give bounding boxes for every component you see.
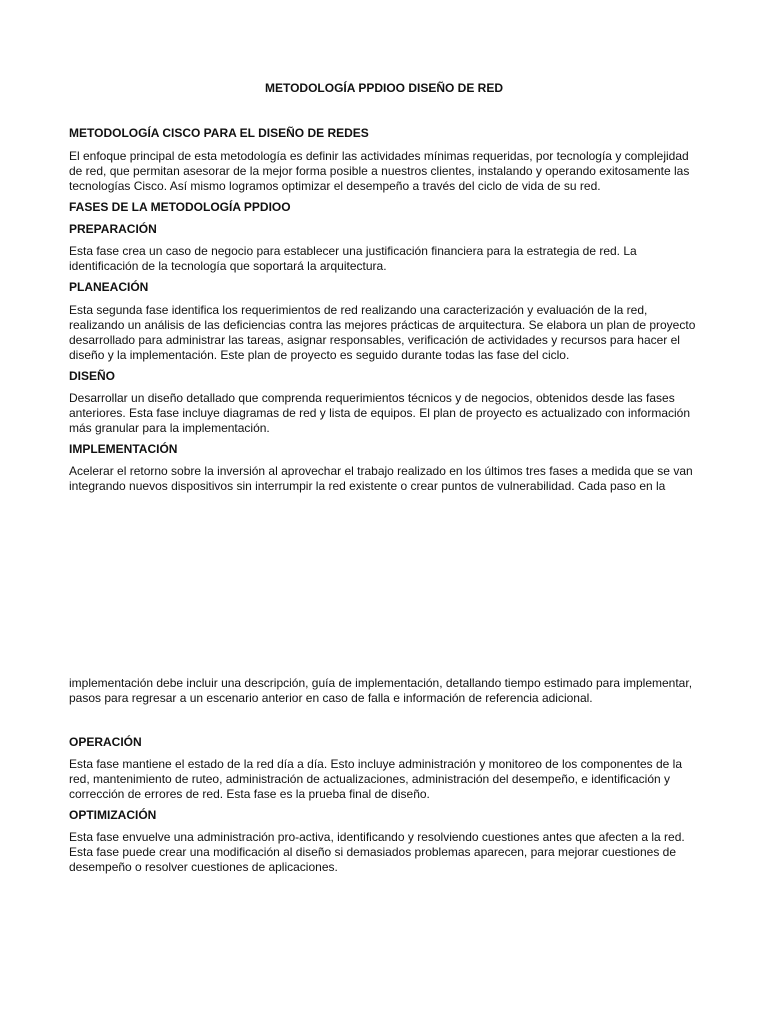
section-heading: OPERACIÓN — [69, 735, 142, 749]
section-heading: METODOLOGÍA CISCO PARA EL DISEÑO DE REDES — [69, 126, 369, 140]
section-body-operacion — [69, 757, 701, 802]
section-heading-planeacion — [69, 280, 701, 294]
section-body-implementacion-continued — [69, 676, 701, 706]
section-body-diseno — [69, 391, 701, 436]
section-heading-metodologia-cisco — [69, 126, 701, 140]
section-heading-fases — [69, 200, 701, 214]
document-title: METODOLOGÍA PPDIOO DISEÑO DE RED — [264, 81, 504, 95]
paragraph: Esta fase crea un caso de negocio para establecer una justificación financiera para la estrategia de red. La identificación de la tecnología que soportará la arquitectura. — [69, 244, 637, 273]
paragraph: implementación debe incluir una descripción, guía de implementación, detallando tiempo estimado para implementar, pasos para regresar a un escenario anterior en caso de falla e información de referencia adicional. — [69, 676, 693, 705]
section-heading: FASES DE LA METODOLOGÍA PPDIOO — [69, 200, 291, 214]
paragraph: El enfoque principal de esta metodología es definir las actividades mínimas requeridas, por tecnología y complejidad de red, que permitan asesorar de la mejor forma posible a nuestros clientes, instalando y operando exitosamente las tecnologías Cisco. Así mismo logramos optimizar el desempeño a través del ciclo de vida de su red. — [69, 149, 690, 193]
section-heading-optimizacion — [69, 808, 701, 822]
section-heading-diseno — [69, 369, 701, 383]
section-heading: OPTIMIZACIÓN — [69, 808, 157, 822]
paragraph: Esta fase envuelve una administración pro-activa, identificando y resolviendo cuestiones antes que afecten a la red. Esta fase puede crear una modificación al diseño si demasiados problemas aparecen, para mejorar cuestiones de desempeño o resolver cuestiones de aplicaciones. — [69, 830, 685, 874]
section-heading: DISEÑO — [69, 369, 116, 383]
section-heading-implementacion — [69, 442, 701, 456]
paragraph: Acelerar el retorno sobre la inversión al aprovechar el trabajo realizado en los últimos tres fases a medida que se van integrando nuevos dispositivos sin interrumpir la red existente o crear puntos de vulnerabilidad. Cada paso en la — [69, 464, 693, 493]
paragraph: Esta fase mantiene el estado de la red día a día. Esto incluye administración y monitoreo de los componentes de la red, mantenimiento de ruteo, administración de actualizaciones, administración del desempeño, e identificación y corrección de errores de red. Esta fase es la prueba final de diseño. — [69, 757, 683, 801]
paragraph: Esta segunda fase identifica los requerimientos de red realizando una caracterización y evaluación de la red, realizando un análisis de las deficiencias contra las mejores prácticas de arquitectura. Se elabora un plan de proyecto desarrollado para administrar las tareas, asignar responsables, verificación de actividades y recursos para hacer el diseño y la implementación. Este plan de proyecto es seguido durante todas las fase del ciclo. — [69, 303, 696, 362]
section-body-optimizacion — [69, 830, 701, 875]
section-body-planeacion — [69, 303, 701, 363]
section-heading: PREPARACIÓN — [69, 222, 157, 236]
paragraph: Desarrollar un diseño detallado que comprenda requerimientos técnicos y de negocios, obtenidos desde las fases anteriores. Esta fase incluye diagramas de red y lista de equipos. El plan de proyecto es actualizado con información más granular para la implementación. — [69, 391, 691, 435]
section-body-metodologia-cisco — [69, 149, 701, 194]
section-heading: PLANEACIÓN — [69, 280, 149, 294]
section-body-implementacion — [69, 464, 701, 494]
section-heading-operacion — [69, 735, 701, 749]
section-heading-preparacion — [69, 222, 701, 236]
section-heading: IMPLEMENTACIÓN — [69, 442, 178, 456]
section-body-preparacion — [69, 244, 701, 274]
